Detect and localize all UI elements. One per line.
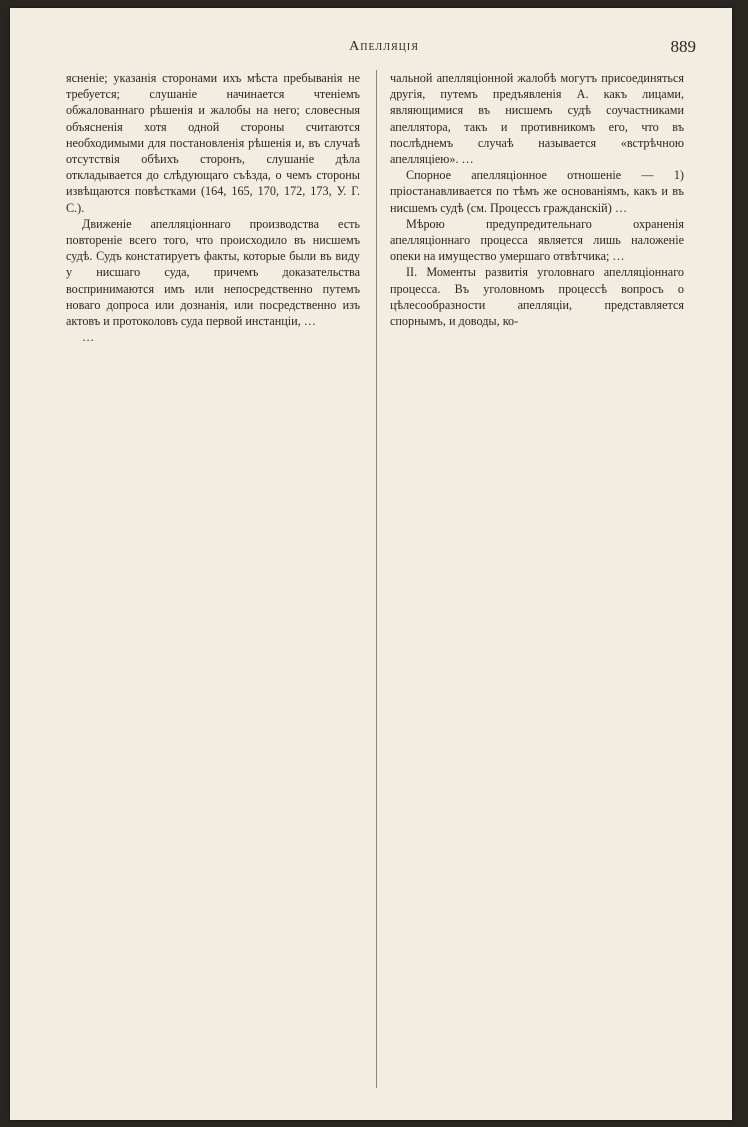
paragraph: чальной апелляціонной жалобѣ могутъ присоединяться другія, путемъ предъявленія А. какъ лицами, являющимися въ нисшемъ судѣ соучастниками апеллятора, такъ и противникомъ его, что въ послѣднемъ случаѣ называется «встрѣчною апелляціею». … <box>390 71 684 167</box>
page <box>10 8 732 1120</box>
running-head-title: Апелляція <box>349 39 419 54</box>
paragraph: Спорное апелляціонное отношеніе — 1) пріостанавливается по тѣмъ же основаніямъ, какъ и въ нисшемъ судѣ (см. Процессъ гражданскій) … <box>390 168 684 215</box>
running-head <box>72 39 696 61</box>
paragraph: II. Моменты развитія уголовнаго апелляціоннаго процесса. Въ уголовномъ процессѣ вопросъ о цѣлесообразности апелляціи, представляется спорнымъ, и доводы, ко- <box>390 265 684 329</box>
left-column <box>66 70 360 345</box>
column-rule <box>376 70 377 1088</box>
paragraph: ясненіе; указанія сторонами ихъ мѣста пребыванія не требуется; слушаніе начинается чтеніемъ обжалованнаго рѣшенія и жалобы на него; словесныя объясненія хотя одной стороны считаются необходимыми для постановленія рѣшенія и, въ случаѣ отсутствія обѣихъ сторонъ, слушаніе дѣла откладывается до слѣдующаго съѣзда, о чемъ стороны извѣщаются повѣстками (164, 165, 170, 172, 173, У. Г. С.). <box>66 71 360 215</box>
paragraph: Движеніе апелляціоннаго производства есть повтореніе всего того, что происходило въ нисшемъ судѣ. Судъ констатируетъ факты, которые были въ виду у нисшаго суда, причемъ доказательства воспринимаются имъ или непосредственно путемъ новаго допроса или дознанія, или посредственно изъ актовъ и протоколовъ суда первой инстанціи, … <box>66 216 360 329</box>
page-number: 889 <box>670 37 696 56</box>
right-column <box>390 70 684 329</box>
paragraph: Мѣрою предупредительнаго охраненія апелляціоннаго процесса является лишь наложеніе опеки на имущество умершаго отвѣтчика; … <box>390 216 684 264</box>
paragraph: … <box>82 330 95 345</box>
